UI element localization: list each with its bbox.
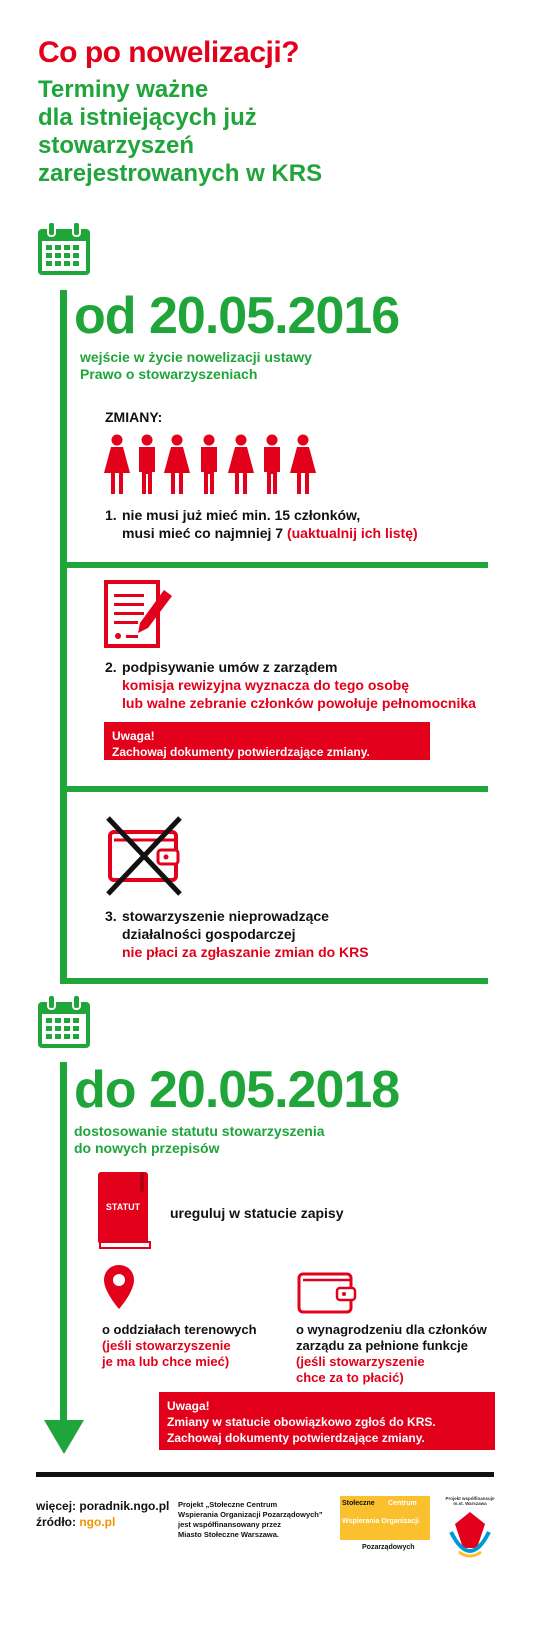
- statute-text: ureguluj w statucie zapisy: [170, 1205, 344, 1221]
- document-sign-icon: [104, 580, 174, 648]
- warsaw-logo: Projekt współfinansuje m.st. Warszawa: [440, 1496, 500, 1576]
- section-description: dostosowanie statutu stowarzyszenia do nowych przepisów: [74, 1123, 325, 1156]
- pay-text: o wynagrodzeniu dla członków zarządu za pełnione funkcje (jeśli stowarzyszenie chce za to płacić): [296, 1322, 487, 1385]
- book-label: STATUT: [105, 1202, 141, 1212]
- more-link[interactable]: poradnik.ngo.pl: [79, 1499, 170, 1513]
- page-title: Co po nowelizacji?: [38, 36, 300, 69]
- date-heading: od 20.05.2016: [74, 287, 400, 345]
- calendar-icon: [36, 221, 92, 277]
- warning-note: Uwaga! Zmiany w statucie obowiązkowo zgłoś do KRS. Zachowaj dokumenty potwierdzające zmiany.: [159, 1392, 495, 1450]
- list-item: 1. nie musi już mieć min. 15 członków, musi mieć co najmniej 7 (uaktualnij ich listę): [105, 507, 418, 541]
- crossed-wallet-icon: [104, 816, 184, 896]
- statute-book-icon: [96, 1170, 152, 1250]
- date-heading: do 20.05.2018: [74, 1061, 400, 1119]
- divider: [60, 786, 488, 792]
- divider: [60, 978, 488, 984]
- more-info: więcej: poradnik.ngo.pl: [36, 1499, 170, 1513]
- page-subtitle: Terminy ważne dla istniejących już stowarzyszeń zarejestrowanych w KRS: [38, 76, 323, 187]
- arrow-down-icon: [44, 1420, 84, 1456]
- divider: [60, 562, 488, 568]
- list-item: 2. podpisywanie umów z zarządem komisja rewizyjna wyznacza do tego osobę lub walne zebranie członków powołuje pełnomocnika: [105, 659, 476, 711]
- location-pin-icon: [104, 1265, 134, 1309]
- calendar-icon: [36, 994, 92, 1050]
- timeline-line: [60, 290, 67, 983]
- warsaw-logo-mark: [445, 1508, 495, 1572]
- list-item: 3. stowarzyszenie nieprowadzące działalności gospodarczej nie płaci za zgłaszanie zmian do KRS: [105, 908, 369, 960]
- section-description: wejście w życie nowelizacji ustawy Prawo o stowarzyszeniach: [80, 349, 312, 382]
- timeline-line: [60, 1062, 67, 1432]
- source-info: źródło: ngo.pl: [36, 1515, 116, 1529]
- warning-note: Uwaga! Zachowaj dokumenty potwierdzające zmiany.: [104, 722, 430, 760]
- centrum-logo: Stołeczne Centrum Wspierania Organizacji Pozarządowych: [340, 1496, 430, 1576]
- source-link[interactable]: ngo.pl: [79, 1515, 116, 1529]
- project-info: Projekt „Stołeczne Centrum Wspierania Organizacji Pozarządowych” jest współfinansowany przez Miasto Stołeczne Warszawa.: [178, 1500, 323, 1539]
- people-icon: [103, 434, 318, 496]
- footer-divider: [36, 1472, 494, 1477]
- wallet-icon: [297, 1270, 357, 1314]
- branch-text: o oddziałach terenowych (jeśli stowarzyszenie je ma lub chce mieć): [102, 1322, 257, 1369]
- changes-label: ZMIANY:: [105, 409, 163, 425]
